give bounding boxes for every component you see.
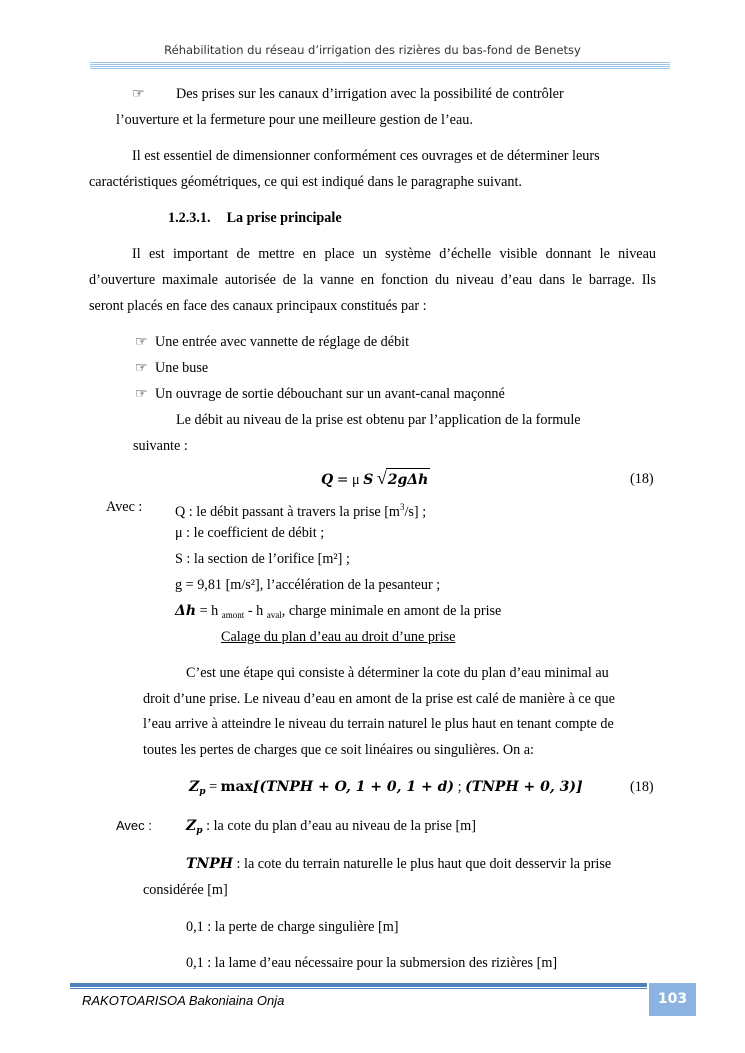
running-header: Réhabilitation du réseau d’irrigation des rizières du bas-fond de Benetsy: [164, 43, 581, 57]
para2-line1: Il est important de mettre en place un système d’échelle visible donnant le niveau: [132, 246, 656, 262]
sqrt-icon: √: [376, 468, 387, 488]
pointing-hand-icon: ☞: [132, 86, 145, 102]
equation-number: (18): [630, 779, 654, 795]
bullet-intro: ☞ Des prises sur les canaux d’irrigation avec la possibilité de contrôler: [132, 86, 564, 102]
footer-rule: [70, 983, 647, 987]
formula-discharge: Q = μ S √2gΔh: [321, 467, 430, 491]
pointing-hand-icon: ☞: [135, 360, 148, 376]
equation-number: (18): [630, 471, 654, 487]
list-item: ☞ Un ouvrage de sortie débouchant sur un avant-canal maçonné: [135, 386, 505, 402]
def-q: Q : le débit passant à travers la prise $[m^3/s]$ ;: [175, 502, 427, 520]
para2-line2: d’ouverture maximale autorisée de la vanne en fonction du niveau d’eau dans le barrage. Ils: [89, 272, 656, 288]
para1-line2: caractéristiques géométriques, ce qui est indiqué dans le paragraphe suivant.: [89, 174, 522, 190]
para4-line1: C’est une étape qui consiste à déterminer la cote du plan d’eau minimal au: [186, 665, 609, 681]
section-title: La prise principale: [226, 210, 342, 226]
list-item: ☞ Une buse: [135, 360, 209, 376]
footer-rule-thin: [70, 988, 647, 989]
avec-label: Avec :: [106, 499, 143, 515]
avec-label: Avec :: [116, 818, 152, 833]
bullet-intro-line2: l’ouverture et la fermeture pour une meilleure gestion de l’eau.: [116, 112, 473, 128]
def-mu: μ : le coefficient de débit ;: [175, 525, 325, 541]
para1-line1: Il est essentiel de dimensionner conformément ces ouvrages et de déterminer leurs: [132, 148, 600, 164]
section-number: 1.2.3.1.: [168, 210, 211, 226]
para3-line1: Le débit au niveau de la prise est obtenu par l’application de la formule: [176, 412, 581, 428]
def-lame: 0,1 : la lame d’eau nécessaire pour la submersion des rizières [m]: [186, 955, 558, 971]
def-g: g = 9,81 [m/s²], l’accélération de la pesanteur ;: [175, 577, 441, 593]
list-item: ☞ Une entrée avec vannette de réglage de débit: [135, 334, 410, 350]
para4-line3: l’eau arrive à atteindre le niveau du terrain naturel le plus haut en tenant compte de: [143, 716, 614, 732]
section-heading: [168, 209, 342, 227]
def-zp: $Z_p$ : la cote du plan d’eau au niveau de la prise [m]: [186, 818, 476, 836]
def-s: S : la section de l’orifice [m²] ;: [175, 551, 350, 567]
pointing-hand-icon: ☞: [135, 386, 148, 402]
def-tnph-line2: considérée [m]: [143, 882, 228, 898]
def-loss: 0,1 : la perte de charge singulière [m]: [186, 919, 399, 935]
header-rule: [90, 62, 670, 69]
para2-line3: seront placés en face des canaux principaux constitués par :: [89, 298, 427, 314]
footer-author: RAKOTOARISOA Bakoniaina Onja: [82, 993, 285, 1008]
formula-water-level: $Z_p$ = max[(TNPH + O, 1 + 0, 1 + d) ; (TNPH + 0, 3)]: [189, 779, 583, 797]
subheading: Calage du plan d’eau au droit d’une prise: [221, 629, 456, 645]
para3-line2: suivante :: [133, 438, 188, 454]
def-tnph: TNPH : la cote du terrain naturelle le plus haut que doit desservir la prise: [186, 856, 612, 872]
pointing-hand-icon: ☞: [135, 334, 148, 350]
def-dh: Δh = h $_{amont}$ - h $_{aval}$, charge minimale en amont de la prise: [175, 603, 502, 620]
para4-line2: droit d’une prise. Le niveau d’eau en amont de la prise est calé de manière à ce que: [143, 691, 615, 707]
page-number: 103: [649, 983, 696, 1016]
para4-line4: toutes les pertes de charges que ce soit linéaires ou singulières. On a:: [143, 742, 534, 758]
